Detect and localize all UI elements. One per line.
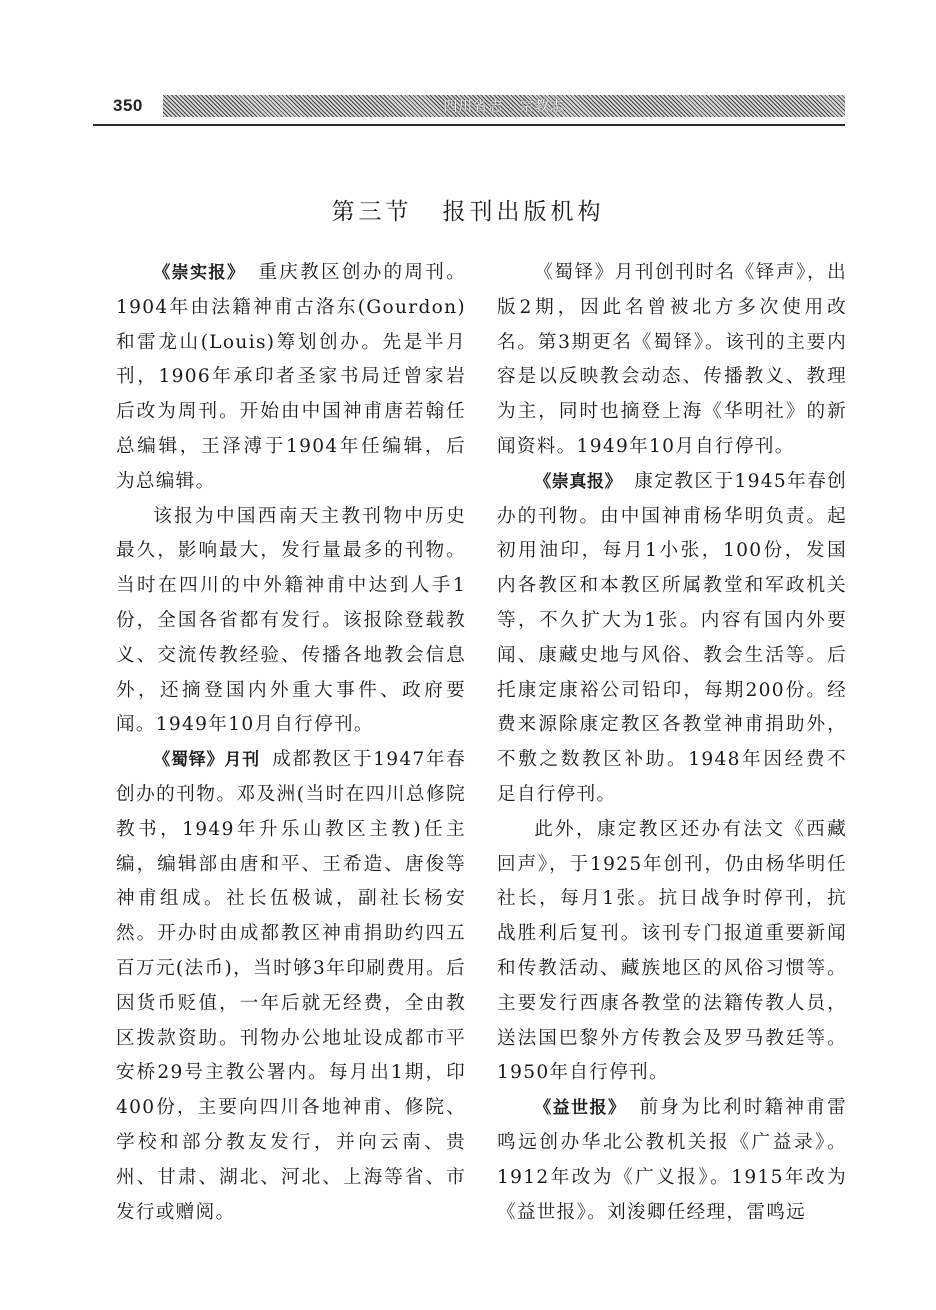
paragraph-text: 成都教区于1947年春创办的刊物。邓及洲(当时在四川总修院教书，1949年升乐山教区主教)任主编，编辑部由唐和平、王希造、唐俊等神甫组成。社长伍极诚，副社长杨安然。开办时由成都教区神甫捐助约四五百万元(法币)，当时够3年印刷费用。后因货币贬值，一年后就无经费，全由教区拨款资助。刊物办公地址设成都市平安桥29号主教公署内。每月出1期，印400份，主要向四川各地神甫、修院、学校和部分教友发行，并向云南、贵州、甘肃、湖北、河北、上海等省、市发行或赠阅。 xyxy=(116,749,467,1223)
section-number: 第三节 xyxy=(331,199,413,225)
paragraph-lead: 《蜀铎》月刊 xyxy=(153,750,260,771)
paragraph-lead: 《崇实报》 xyxy=(153,263,246,283)
paragraph-text: 重庆教区创办的周刊。1904年由法籍神甫古洛东(Gourdon)和雷龙山(Louis)筹划创办。先是半月刊，1906年承印者圣家书局迁曾家岩后改为周刊。开始由中国神甫唐若翰任总编辑，王泽溥于1904年任编辑，后为总编辑。 xyxy=(116,262,466,492)
paragraph-chongzhenbao xyxy=(497,465,847,813)
paragraph-shuduo xyxy=(116,743,466,1230)
paragraph-text: 此外，康定教区还办有法文《西藏回声》，于1925年创刊，仍由杨华明任社长，每月1张。抗日战争时停刊，抗战胜利后复刊。该刊专门报道重要新闻和传教活动、藏族地区的风俗习惯等。主要发行西康各教堂的法籍传教人员，送法国巴黎外方传教会及罗马教廷等。1950年自行停刊。 xyxy=(497,818,847,1084)
paragraph-xizang-huisheng xyxy=(497,813,847,1091)
running-header-band xyxy=(163,95,845,117)
section-heading xyxy=(0,193,936,226)
right-column xyxy=(497,256,847,1230)
section-title: 报刊出版机构 xyxy=(442,199,605,225)
paragraph-chongshibao xyxy=(116,256,466,500)
header-divider xyxy=(93,124,845,126)
paragraph-chongshibao-influence xyxy=(116,500,466,744)
paragraph-text: 前身为比利时籍神甫雷鸣远创办华北公教机关报《广益录》。1912年改为《广义报》。1915年改为《益世报》。刘浚卿任经理，雷鸣远 xyxy=(497,1097,847,1223)
paragraph-lead: 《益世报》 xyxy=(534,1098,627,1119)
paragraph-text: 康定教区于1945年春创办的刊物。由中国神甫杨华明负责。起初用油印，每月1小张，100份，发国内各教区和本教区所属教堂和军政机关等，不久扩大为1张。内容有国内外要闻、康藏史地与风俗、教会生活等。后托康定康裕公司铅印，每期200份。经费来源除康定教区各教堂神甫捐助外，不敷之数教区补助。1948年因经费不足自行停刊。 xyxy=(497,470,848,805)
paragraph-lead: 《崇真报》 xyxy=(534,471,623,492)
page-number: 350 xyxy=(113,96,143,115)
left-column xyxy=(116,256,466,1230)
paragraph-shuduo-history xyxy=(497,256,847,465)
running-header-title: 四川省志 · 宗教志 xyxy=(443,99,565,115)
paragraph-text: 《蜀铎》月刊创刊时名《铎声》，出版2期，因此名曾被北方多次使用改名。第3期更名《蜀铎》。该刊的主要内容是以反映教会动态、传播教义、教理为主，同时也摘登上海《华明社》的新闻资料。1949年10月自行停刊。 xyxy=(497,262,847,457)
paragraph-text: 该报为中国西南天主教刊物中历史最久，影响最大，发行量最多的刊物。当时在四川的中外籍神甫中达到人手1份，全国各省都有发行。该报除登载教义、交流传教经验、传播各地教会信息外，还摘登国内外重大事件、政府要闻。1949年10月自行停刊。 xyxy=(116,505,466,736)
paragraph-yishibao xyxy=(497,1091,847,1230)
